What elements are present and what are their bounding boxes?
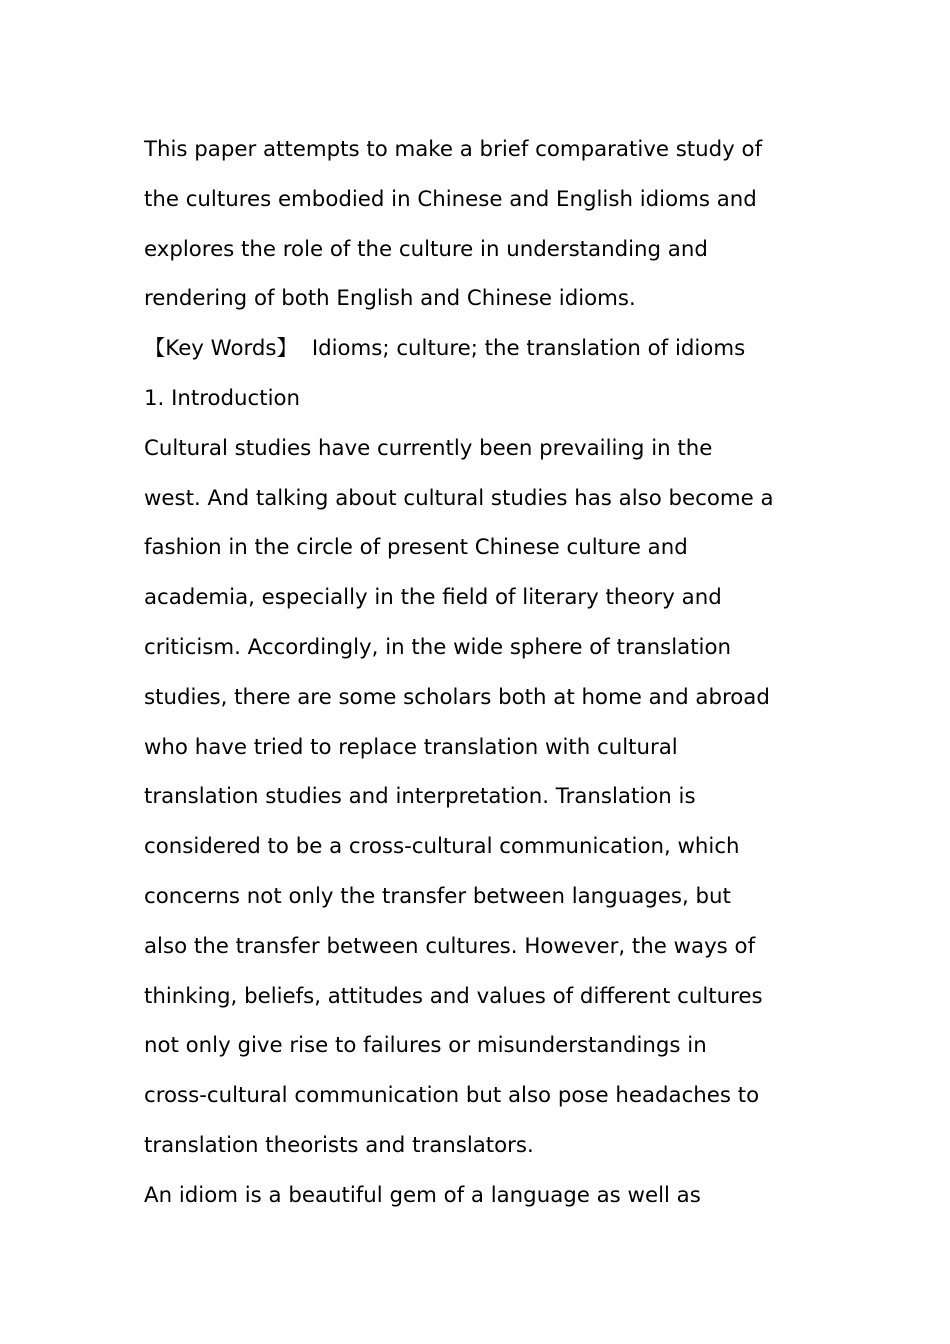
document-body [144, 125, 819, 1221]
paragraph-line: concerns not only the transfer between languages, but [144, 883, 731, 909]
paragraph-line: thinking, beliefs, attitudes and values of different cultures [144, 983, 763, 1009]
paragraph-line: criticism. Accordingly, in the wide sphere of translation [144, 634, 732, 660]
body-paragraph-2 [144, 1171, 819, 1221]
abstract-line: This paper attempts to make a brief comparative study of [144, 137, 763, 162]
paragraph-line: translation studies and interpretation. Translation is [144, 784, 696, 810]
abstract-paragraph [144, 125, 819, 324]
body-paragraph-1 [144, 424, 819, 1171]
paragraph-line: academia, especially in the field of literary theory and [144, 585, 722, 611]
paragraph-line: considered to be a cross-cultural communication, which [144, 834, 740, 860]
keywords-label: 【Key Words】 [144, 336, 298, 362]
paragraph-line: translation theorists and translators. [144, 1132, 534, 1158]
section-heading: 1. Introduction [144, 385, 301, 411]
paragraph-line: studies, there are some scholars both at home and abroad [144, 684, 770, 710]
paragraph-line: also the transfer between cultures. However, the ways of [144, 933, 756, 959]
paragraph-line: not only give rise to failures or misunderstandings in [144, 1033, 707, 1059]
abstract-line: explores the role of the culture in understanding and [144, 236, 708, 262]
paragraph-line: who have tried to replace translation with cultural [144, 734, 678, 760]
paragraph-line: cross-cultural communication but also pose headaches to [144, 1083, 760, 1109]
paragraph-line: fashion in the circle of present Chinese culture and [144, 535, 688, 561]
abstract-line: the cultures embodied in Chinese and English idioms and [144, 186, 757, 212]
keywords-text: Idioms; culture; the translation of idioms [311, 336, 746, 362]
keywords-line [144, 324, 819, 374]
paragraph-line: An idiom is a beautiful gem of a language as well as [144, 1182, 701, 1208]
paragraph-line: west. And talking about cultural studies has also become a [144, 485, 774, 511]
paragraph-line: Cultural studies have currently been prevailing in the [144, 435, 713, 461]
abstract-line: rendering of both English and Chinese idioms. [144, 286, 636, 312]
